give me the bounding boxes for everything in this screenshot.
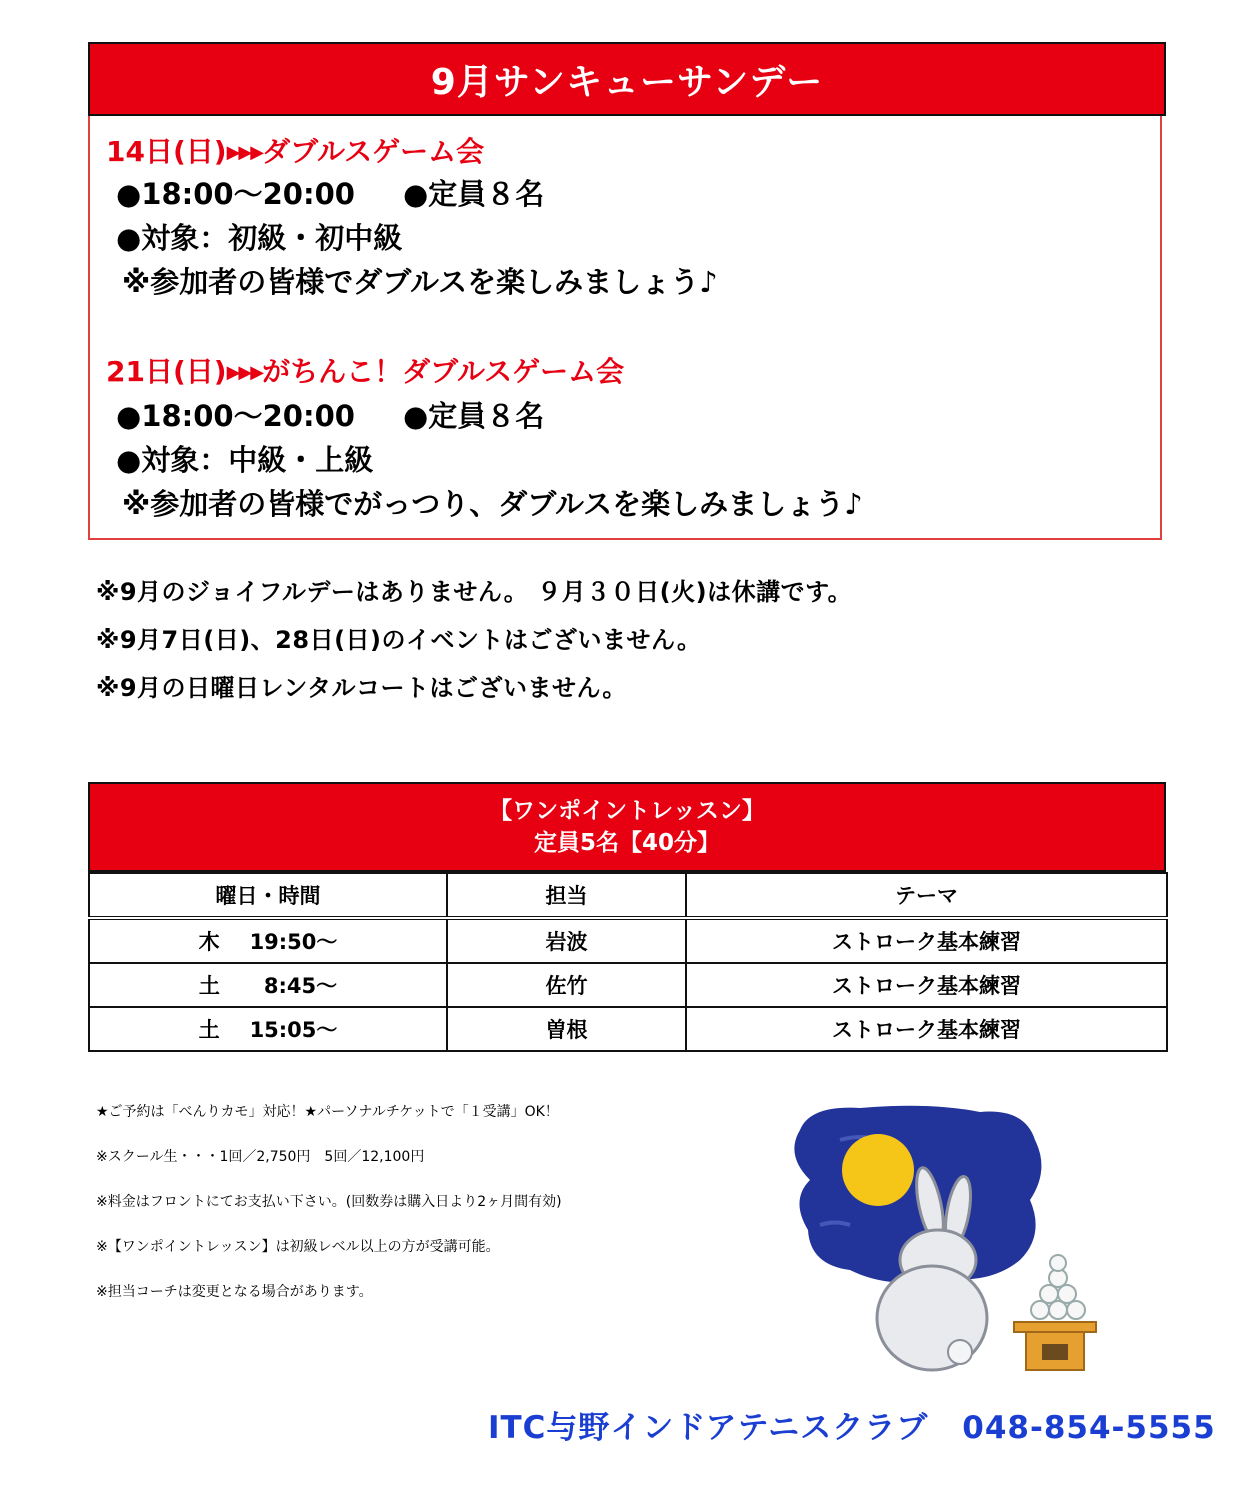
event-2-capacity: ●定員８名 (402, 399, 545, 433)
event-2-target: ●対象：中級・上級 (116, 443, 374, 477)
event-2-time: ●18:00～20:00 (116, 399, 355, 433)
event-2-message: ※参加者の皆様でがっつり、ダブルスを楽しみましょう♪ (122, 487, 863, 521)
club-phone: 048-854-5555 (962, 1410, 1216, 1446)
day: 土 (198, 1018, 220, 1042)
lesson-note: ★ご予約は「べんりカモ」対応！★パーソナルチケットで「１受講」OK！ (96, 1104, 559, 1120)
lesson-note: ※【ワンポイントレッスン】は初級レベル以上の方が受講可能。 (96, 1239, 500, 1255)
event-1-time: ●18:00～20:00 (116, 177, 355, 211)
club-footer (488, 1402, 1216, 1447)
event-1-schedule (116, 172, 544, 213)
notice-item: ※9月のジョイフルデーはありません。 ９月３０日(火)は休講です。 (96, 578, 853, 606)
club-name: ITC与野インドアテニスクラブ (488, 1410, 929, 1446)
coach-cell: 佐竹 (447, 963, 686, 1007)
arrow-icon: ▶▶▶ (226, 142, 263, 163)
theme-cell: ストローク基本練習 (686, 1007, 1167, 1051)
column-header-day-time: 曜日・時間 (89, 873, 447, 918)
column-header-theme: テーマ (686, 873, 1167, 918)
lesson-table (88, 872, 1168, 1052)
lesson-subtitle: 定員5名【40分】 (533, 830, 720, 856)
banner-title: 9月サンキューサンデー (430, 61, 824, 103)
time: 19:50～ (249, 930, 338, 954)
event-1-message: ※参加者の皆様でダブルスを楽しみましょう♪ (122, 265, 718, 299)
event-1-name: ダブルスゲーム会 (262, 135, 485, 168)
day-time-cell (89, 1007, 447, 1051)
event-1-target: ●対象：初級・初中級 (116, 221, 403, 255)
event-1-capacity: ●定員８名 (402, 177, 545, 211)
lesson-header (88, 782, 1166, 872)
notice-item: ※9月の日曜日レンタルコートはございません。 (96, 674, 627, 702)
lesson-note: ※料金はフロントにてお支払い下さい。(回数券は購入日より2ヶ月間有効) (96, 1194, 562, 1210)
lesson-note: ※担当コーチは変更となる場合があります。 (96, 1284, 373, 1300)
column-header-coach: 担当 (447, 873, 686, 918)
event-2-title (106, 350, 624, 390)
table-row (89, 1007, 1167, 1051)
event-banner (88, 42, 1166, 116)
time: 8:45～ (263, 974, 338, 998)
day-time-cell (89, 963, 447, 1007)
day-time-cell (89, 918, 447, 963)
moon (842, 1134, 914, 1206)
lesson-notes (96, 1094, 562, 1319)
time: 15:05～ (249, 1018, 338, 1042)
coach-cell: 岩波 (447, 918, 686, 963)
table-row (89, 918, 1167, 963)
event-2-schedule (116, 394, 544, 435)
coach-cell: 曽根 (447, 1007, 686, 1051)
event-2-date: 21日(日) (106, 355, 227, 388)
lesson-note: ※スクール生・・・1回／2,750円 5回／12,100円 (96, 1149, 425, 1165)
lesson-title: 【ワンポイントレッスン】 (489, 798, 765, 824)
moon-viewing-illustration (780, 1100, 1130, 1394)
theme-cell: ストローク基本練習 (686, 918, 1167, 963)
table-row (89, 963, 1167, 1007)
theme-cell: ストローク基本練習 (686, 963, 1167, 1007)
event-1-date: 14日(日) (106, 135, 227, 168)
event-1-title (106, 130, 484, 170)
table-header-row (89, 873, 1167, 918)
dango-offering (1014, 1255, 1096, 1370)
arrow-icon: ▶▶▶ (226, 362, 263, 383)
notice-item: ※9月7日(日)、28日(日)のイベントはございません。 (96, 626, 702, 654)
day: 木 (198, 930, 220, 954)
notice-list (96, 568, 852, 712)
event-box (88, 116, 1162, 540)
day: 土 (198, 974, 220, 998)
event-2-name: がちんこ！ダブルスゲーム会 (262, 355, 625, 388)
